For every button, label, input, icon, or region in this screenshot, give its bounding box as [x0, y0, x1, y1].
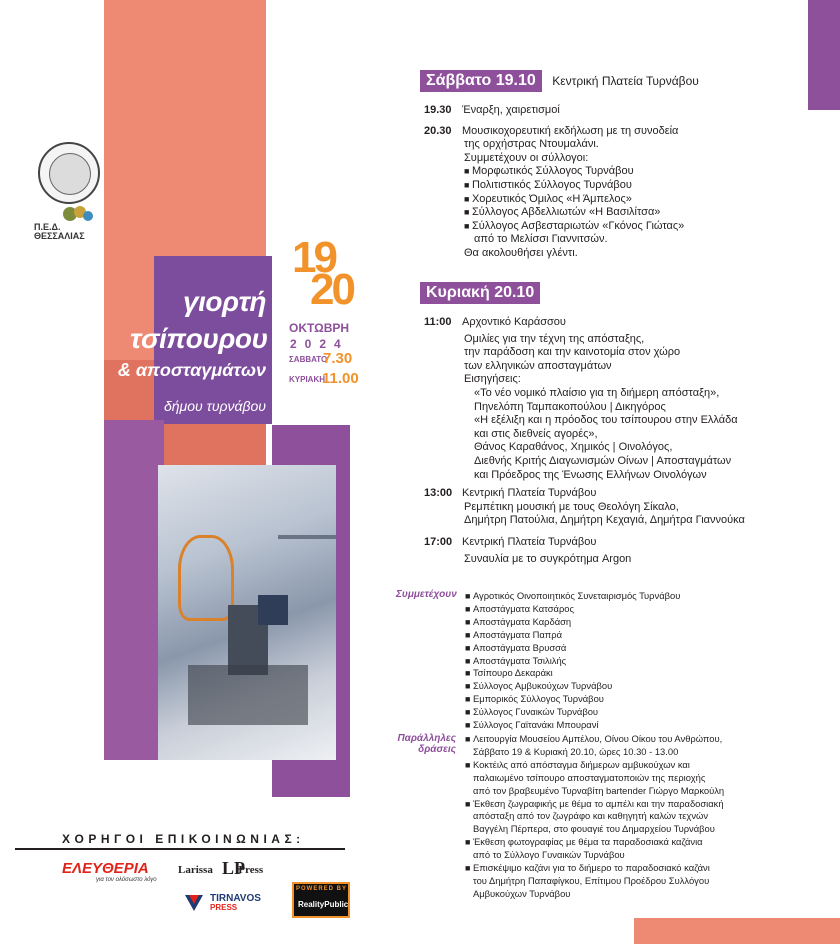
club-item: ■ Χορευτικός Όμιλος «Η Άμπελος» — [424, 193, 824, 207]
list-item: ■ Εμπορικός Σύλλογος Τυρνάβου — [465, 693, 825, 706]
saturday-date: Σάββατο 19.10 — [420, 70, 542, 92]
talk-line: «Το νέο νομικό πλαίσιο για τη διήμερη απόσταξη», — [474, 386, 720, 399]
poster-title-line2: τσίπουρου — [130, 323, 268, 354]
corner-bar-top — [808, 0, 840, 110]
sunday-label: ΚΥΡΙΑΚΗ — [289, 375, 326, 384]
tirnavos-press-name: TIRNAVOS — [210, 893, 261, 904]
schedule-row: 20.30 Μουσικοχορευτική εκδήλωση με τη συνοδεία — [424, 124, 679, 137]
list-item: ■ Αποστάγματα Παπρά — [465, 629, 825, 642]
ped-label: Π.Ε.Δ. — [34, 222, 61, 232]
sunday-date: Κυριακή 20.10 — [420, 282, 540, 304]
saturday-place: Κεντρική Πλατεία Τυρνάβου — [552, 74, 699, 88]
participants-label: Συμμετέχουν — [396, 589, 457, 600]
list-item: ■ Τσίπουρο Δεκαράκι — [465, 667, 825, 680]
ped-region: ΘΕΣΣΑΛΙΑΣ — [34, 231, 85, 241]
club-item: ■ Σύλλογος Ασβεσταριωτών «Γκόνος Γιώτας» — [424, 220, 824, 234]
poster-title-line1: γιορτή — [183, 286, 266, 317]
saturday-schedule: 19.30 Έναρξη, χαιρετισμοί 20.30 Μουσικοχορευτική εκδήλωση με τη συνοδεία της ορχήστρας Ντουμαλάνι. Συμμετέχουν οι σύλλογοι: ■ Μορφωτικός Σύλλογος Τυρνάβου ■ Πολιτιστικός Σύλλογος Τυρνάβου ■ Χορευτικός Όμιλος «Η Άμπελος» ■ Σύλλογος Αβδελλιωτών «Η Βασιλίτσα» ■ Σύλλογος Ασβεσταριωτών «Γκόνος Γιώτας» από το Μελίσσι Γιαννιτσών. Θα ακολουθήσει γλέντι. — [424, 104, 824, 261]
club-item: ■ Πολιτιστικός Σύλλογος Τυρνάβου — [424, 179, 824, 193]
list-item: ■ Αποστάγματα Τσιλιλής — [465, 655, 825, 668]
talk-line: «Η εξέλιξη και η πρόοδος του τσίπουρου στην Ελλάδα — [474, 414, 738, 427]
parallel-list: ■ Λειτουργία Μουσείου Αμπέλου, Οίνου Οίκου του Ανθρώπου, Σάββατο 19 & Κυριακή 20.10, ώρες 10.30 - 13.00 ■ Κοκτέιλς από απόσταγμα διήμερων αμβυκούχων και παλαιωμένο τσίπουρο αποσταγματοποιών της περιοχής από τον βραβευμένο Τυρναβίτη bartender Γιώργο Μαρκούλη ■ Έκθεση ζωγραφικής με θέμα το αμπέλι και την παραδοσιακή απόσταξη από τον ζωγράφο και καθηγητή καλών τεχνών Βαγγέλη Πέρπερα, στο φουαγιέ του Δημαρχείου Τυρνάβου ■ Έκθεση φωτογραφίας με θέμα τα παραδοσιακά καζάνια από το Σύλλογο Γυναικών Τυρνάβου ■ Επισκέψιμο καζάνι για το διήμερο το παραδοσιακό καζάνι του Δημήτρη Παπαφίγκου, Επίτιμου Προέδρου Συλλόγου Αμβυκούχων Τυρνάβου — [465, 733, 825, 901]
list-item: ■ Σύλλογος Γυναικών Τυρνάβου — [465, 706, 825, 719]
poster-title-line4: δήμου τυρνάβου — [163, 398, 266, 414]
saturday-header — [420, 70, 699, 92]
date-month: ΟΚΤΩΒΡΗ — [289, 321, 350, 335]
list-item: ■ Έκθεση φωτογραφίας με θέμα τα παραδοσιακά καζάνια — [465, 836, 825, 849]
list-item: ■ Αποστάγματα Κατσάρος — [465, 603, 825, 616]
schedule-row: 13:00 Κεντρική Πλατεία Τυρνάβου — [424, 487, 597, 500]
talk-line: Θάνος Καραθάνος, Χημικός | Οινολόγος, — [474, 441, 673, 454]
list-item: ■ Λειτουργία Μουσείου Αμπέλου, Οίνου Οίκου του Ανθρώπου, — [465, 733, 825, 746]
saturday-time: 7.30 — [323, 350, 353, 367]
talk-line: και στις διεθνείς αγορές», — [474, 427, 598, 440]
list-item: ■ Αγροτικός Οινοποιητικός Συνεταιρισμός Τυρνάβου — [465, 590, 825, 603]
powered-by-name: RealityPublic — [298, 900, 349, 909]
schedule-row: 17:00 Κεντρική Πλατεία Τυρνάβου — [424, 535, 597, 548]
powered-by-label: POWERED BY — [296, 886, 348, 892]
sponsors-title: ΧΟΡΗΓΟΙ ΕΠΙΚΟΙΝΩΝΙΑΣ: — [62, 832, 305, 846]
list-item: ■ Κοκτέιλς από απόσταγμα διήμερων αμβυκούχων και — [465, 759, 825, 772]
list-item: ■ Αποστάγματα Καρδάση — [465, 616, 825, 629]
club-item: ■ Σύλλογος Αβδελλιωτών «Η Βασιλίτσα» — [424, 206, 824, 220]
tirnavos-press-icon — [183, 891, 205, 913]
sunday-header — [420, 282, 540, 304]
municipality-seal-icon — [38, 142, 100, 204]
sponsors-divider — [15, 848, 345, 850]
date-day-20: 20 — [310, 265, 353, 314]
list-item: ■ Σύλλογος Αμβυκούχων Τυρνάβου — [465, 680, 825, 693]
talk-line: Πηνελόπη Ταμπακοπούλου | Δικηγόρος — [474, 400, 666, 413]
ped-logo-icon — [60, 204, 96, 224]
club-item: ■ Μορφωτικός Σύλλογος Τυρνάβου — [424, 165, 824, 179]
sunday-schedule: 11:00 Αρχοντικό Καράσσου Ομιλίες για την τέχνη της απόσταξης, την παράδοση και την καινοτομία στον χώρο των ελληνικών αποσταγμάτων Εισηγήσεις: «Το νέο νομικό πλαίσιο για τη διήμερη απόσταξη», Πηνελόπη Ταμπακοπούλου | Δικηγόρος «Η εξέλιξη και η πρόοδος του τσίπουρου στην Ελλάδα και στις διεθνείς αγορές», Θάνος Καραθάνος, Χημικός | Οινολόγος, Διεθνής Κριτής Διαγωνισμών Οίνων | Αποσταγμάτων και Πρόεδρος της Ένωσης Ελλήνων Οινολόγων 13:00 Κεντρική Πλατεία Τυρνάβου Ρεμπέτικη μουσική με τους Θεολόγη Σίκαλο, Δημήτρη Πατούλια, Δημήτρη Κεχαγιά, Δημήτρα Γιαννούκα 17:00 Κεντρική Πλατεία Τυρνάβου Συναυλία με το συγκρότημα Argon — [424, 316, 834, 566]
schedule-row: 11:00 Αρχοντικό Καράσσου — [424, 316, 566, 328]
participants-list — [465, 590, 825, 732]
date-day-19: 19 — [292, 233, 335, 282]
list-item: ■ Σύλλογος Γαϊτανάκι Μπουρανί — [465, 719, 825, 732]
parallel-label: Παράλληλες δράσεις — [397, 733, 456, 755]
list-item: ■ Επισκέψιμο καζάνι για το διήμερο το παραδοσιακό καζάνι — [465, 862, 825, 875]
larissa-press-mark-icon: LP — [222, 858, 246, 878]
sunday-time: 11.00 — [322, 370, 359, 387]
eleftheria-tagline: για τον ολόσωστο λόγο — [96, 877, 157, 883]
eleftheria-logo: ΕΛΕΥΘΕΡΙΑ — [62, 860, 149, 877]
talk-line: Διεθνής Κριτής Διαγωνισμών Οίνων | Αποσταγμάτων — [474, 454, 732, 467]
corner-bar-bottom — [634, 918, 840, 944]
schedule-row: 19.30 Έναρξη, χαιρετισμοί — [424, 104, 560, 116]
talk-line: και Πρόεδρος της Ένωσης Ελλήνων Οινολόγων — [474, 468, 707, 481]
saturday-label: ΣΑΒΒΑΤΟ — [289, 355, 328, 364]
poster-title-line3: & αποσταγμάτων — [117, 360, 266, 380]
tirnavos-press-sub: PRESS — [210, 903, 238, 912]
date-year: 2024 — [290, 337, 349, 351]
poster-letter-t-stem — [104, 420, 164, 760]
list-item: ■ Έκθεση ζωγραφικής με θέμα το αμπέλι και την παραδοσιακή — [465, 798, 825, 811]
larissa-press-logo: Larissa Press — [178, 864, 264, 876]
distillery-illustration — [158, 465, 336, 760]
list-item: ■ Αποστάγματα Βρυσσά — [465, 642, 825, 655]
